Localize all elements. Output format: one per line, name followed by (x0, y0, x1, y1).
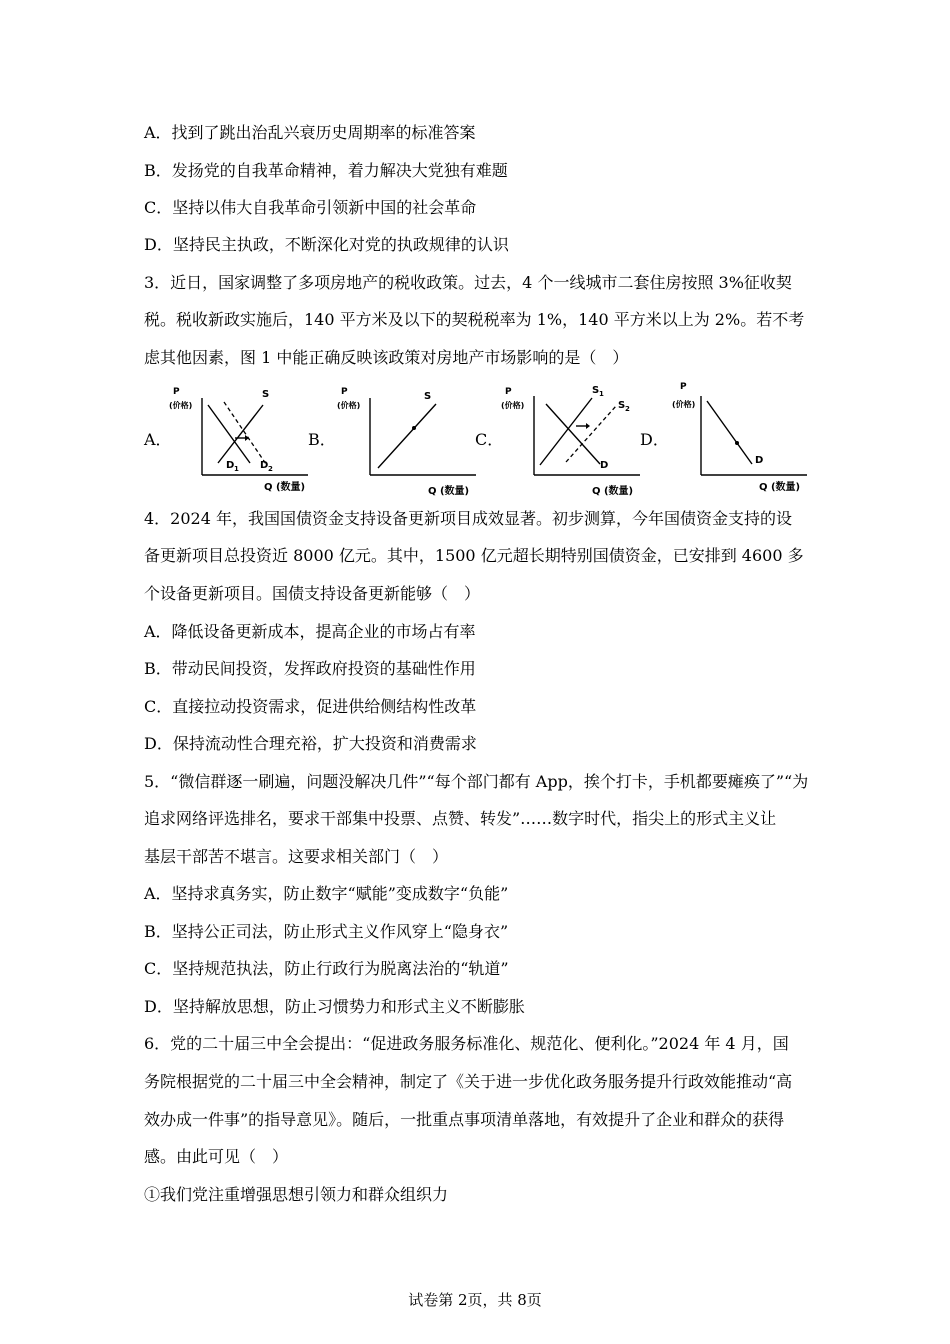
q5-option-c: C．坚持规范执法，防止行政行为脱离法治的“轨道” (144, 959, 509, 978)
q4-option-d: D．保持流动性合理充裕，扩大投资和消费需求 (144, 734, 477, 753)
q3-graph-a (168, 380, 318, 498)
graph-b-y-axis-note: (价格) (337, 401, 361, 410)
graph-c-label-d: D (600, 460, 609, 471)
graph-c-supply-s1 (540, 398, 592, 465)
graph-a-demand-d2 (224, 402, 266, 464)
graph-a-x-axis: Q (数量) (264, 482, 306, 493)
q3-graph-c (500, 376, 650, 498)
q4-option-a: A．降低设备更新成本，提高企业的市场占有率 (144, 622, 476, 641)
graph-c-label-sub-1: 1 (599, 390, 604, 398)
q4-option-b: B．带动民间投资，发挥政府投资的基础性作用 (144, 659, 476, 678)
q5-option-d: D．坚持解放思想，防止习惯势力和形式主义不断膨胀 (144, 997, 525, 1016)
q5-stem-line-3: 基层干部苦不堪言。这要求相关部门（ ） (144, 847, 449, 866)
q3-graph-a-label: A． (144, 430, 172, 449)
q6-stem-line-4: 感。由此可见（ ） (144, 1147, 289, 1166)
graph-a-label-s: S (262, 389, 270, 400)
q3-graph-b-label: B． (308, 430, 336, 449)
graph-a-y-axis: P (173, 387, 180, 397)
q3-graph-c-label: C． (475, 430, 504, 449)
q2-option-c: C．坚持以伟大自我革命引领新中国的社会革命 (144, 198, 477, 217)
page-footer: 试卷第 2页，共 8页 (408, 1291, 542, 1309)
q2-option-d: D．坚持民主执政，不断深化对党的执政规律的认识 (144, 235, 509, 254)
graph-b-label-s: S (424, 391, 432, 402)
graph-d-label-d: D (755, 455, 764, 466)
q3-stem-line-2: 税。税收新政实施后，140 平方米及以下的契税税率为 1%，140 平方米以上为 2%。若不考 (144, 310, 805, 329)
q5-stem-line-2: 追求网络评选排名，要求干部集中投票、点赞、转发”……数字时代，指尖上的形式主义让 (144, 809, 777, 828)
q2-option-a: A．找到了跳出治乱兴衰历史周期率的标准答案 (144, 123, 476, 142)
q3-stem-line-3: 虑其他因素，图 1 中能正确反映该政策对房地产市场影响的是（ ） (144, 348, 629, 367)
q4-stem-line-1: 4．2024 年，我国国债资金支持设备更新项目成效显著。初步测算，今年国债资金支持的设 (144, 509, 792, 528)
graph-a-y-axis-note: (价格) (169, 401, 193, 410)
graph-c-x-axis: Q (数量) (592, 486, 634, 497)
graph-d-y-axis: P (680, 382, 687, 392)
q5-option-a: A．坚持求真务实，防止数字“赋能”变成数字“负能” (144, 884, 509, 903)
q5-option-b: B．坚持公正司法，防止形式主义作风穿上“隐身衣” (144, 922, 509, 941)
graph-c-label-s: S (618, 400, 626, 411)
q4-stem-line-3: 个设备更新项目。国债支持设备更新能够（ ） (144, 584, 481, 603)
graph-c-label-s: S (592, 385, 600, 396)
graph-a-demand-d1 (208, 405, 250, 463)
q6-stem-line-3: 效办成一件事”的指导意见》。随后，一批重点事项清单落地，有效提升了企业和群众的获得 (144, 1110, 785, 1129)
q3-graph-d-label: D． (640, 430, 669, 449)
graph-b-y-axis: P (341, 387, 348, 397)
graph-b-x-axis: Q (数量) (428, 486, 470, 497)
graph-d-demand (707, 401, 752, 464)
graph-d-y-axis-note: (价格) (672, 400, 696, 409)
q3-graph-d (667, 376, 817, 498)
graph-d-x-axis: Q (数量) (759, 482, 801, 493)
graph-c-y-axis: P (505, 387, 512, 397)
q3-graph-b (336, 380, 486, 498)
q6-stem-line-2: 务院根据党的二十届三中全会精神，制定了《关于进一步优化政务服务提升行政效能推动“高 (144, 1072, 793, 1091)
graph-a-label-d: D (260, 460, 269, 471)
graph-c-label-sub-2: 2 (625, 405, 630, 413)
q6-option-1: ①我们党注重增强思想引领力和群众组织力 (144, 1185, 449, 1204)
graph-a-supply (218, 405, 263, 463)
q4-stem-line-2: 备更新项目总投资近 8000 亿元。其中，1500 亿元超长期特别国债资金，已安排到 4600 多 (144, 546, 804, 565)
graph-a-label-d: D (226, 460, 235, 471)
q4-option-c: C．直接拉动投资需求，促进供给侧结构性改革 (144, 697, 477, 716)
q3-stem-line-1: 3．近日，国家调整了多项房地产的税收政策。过去，4 个一线城市二套住房按照 3%征收契 (144, 273, 792, 292)
graph-c-y-axis-note: (价格) (501, 401, 525, 410)
q5-stem-line-1: 5．“微信群逐一刷遍，问题没解决几件”“每个部门都有 App，挨个打卡，手机都要瘫痪了”“为 (144, 772, 809, 791)
q2-option-b: B．发扬党的自我革命精神，着力解决大党独有难题 (144, 161, 508, 180)
graph-a-label-sub-2: 2 (268, 465, 273, 473)
q6-stem-line-1: 6．党的二十届三中全会提出：“促进政务服务标准化、规范化、便利化。”2024 年 4 月，国 (144, 1034, 789, 1053)
graph-b-supply (378, 404, 436, 468)
graph-a-label-sub-1: 1 (234, 465, 239, 473)
